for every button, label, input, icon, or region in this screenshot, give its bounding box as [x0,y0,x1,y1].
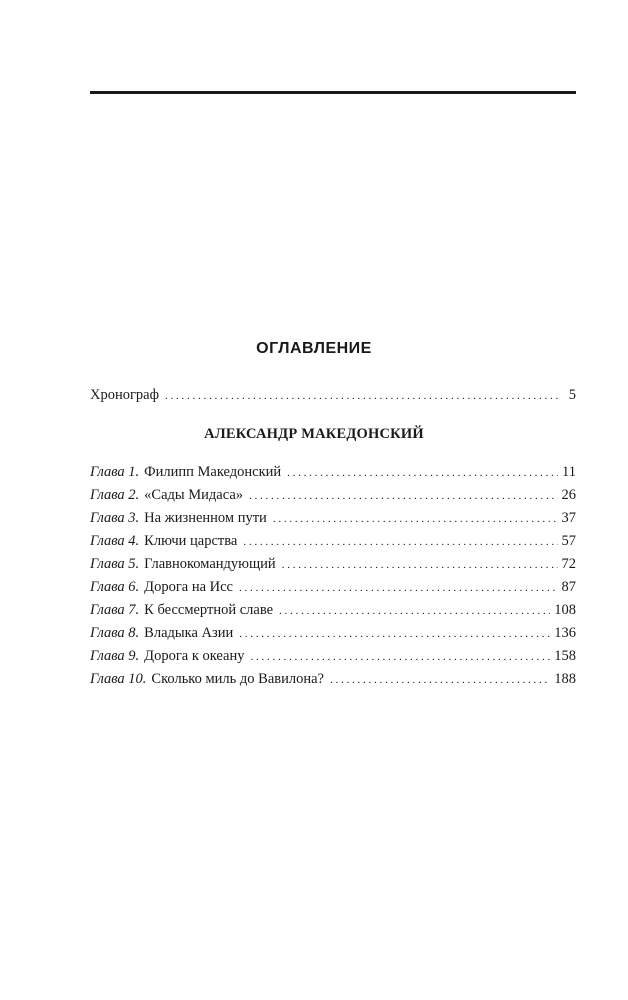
page-number: 136 [554,625,576,641]
toc-heading: ОГЛАВЛЕНИЕ [256,340,372,357]
dot-leader [239,577,558,598]
dot-leader [287,462,558,483]
dot-leader [273,508,558,529]
entry-title: Дорога к океану [144,648,245,664]
toc-entry-preface[interactable] [90,385,576,406]
dot-leader [282,554,558,575]
dot-leader [330,669,550,690]
dot-leader [249,485,557,506]
entry-title: Владыка Азии [144,625,234,641]
section-heading: АЛЕКСАНДР МАКЕДОНСКИЙ [204,426,424,442]
entry-title: Дорога на Исс [144,579,233,595]
chapter-label: Глава 3. [90,510,140,526]
toc-entry-chapter-2[interactable] [90,485,576,506]
chapter-label: Глава 9. [90,648,140,664]
chapter-label: Глава 4. [90,533,140,549]
toc-entry-chapter-6[interactable] [90,577,576,598]
toc-entry-chapter-7[interactable] [90,600,576,621]
toc-entry-chapter-3[interactable] [90,508,576,529]
top-rule [90,91,576,94]
entry-title: «Сады Мидаса» [144,487,244,503]
page-number: 158 [554,648,576,664]
dot-leader [250,646,550,667]
toc-entry-chapter-4[interactable] [90,531,576,552]
entry-title: Ключи царства [144,533,238,549]
dot-leader [243,531,557,552]
toc-entry-chapter-5[interactable] [90,554,576,575]
page-number: 188 [554,671,576,687]
entry-title: Филипп Македонский [144,464,282,480]
chapter-label: Глава 10. [90,671,147,687]
chapter-label: Глава 5. [90,556,140,572]
entry-title: Главнокомандующий [144,556,276,572]
toc-entry-chapter-8[interactable] [90,623,576,644]
page-number: 72 [561,556,576,572]
toc-entry-chapter-1[interactable] [90,462,576,483]
chapter-label: Глава 7. [90,602,140,618]
page-number: 5 [568,387,576,403]
page-number: 57 [561,533,576,549]
toc-entry-chapter-9[interactable] [90,646,576,667]
page-number: 87 [561,579,576,595]
entry-title: На жизненном пути [144,510,267,526]
dot-leader [279,600,550,621]
entry-title: К бессмертной славе [144,602,274,618]
page-number: 11 [562,464,576,480]
chapter-label: Глава 2. [90,487,140,503]
chapter-label: Глава 1. [90,464,140,480]
chapter-label: Глава 8. [90,625,140,641]
toc-entry-chapter-10[interactable] [90,669,576,690]
page-number: 26 [561,487,576,503]
dot-leader [165,385,560,406]
entry-title: Хронограф [90,387,160,403]
entry-title: Сколько миль до Вавилона? [151,671,324,687]
dot-leader [239,623,550,644]
page-number: 108 [554,602,576,618]
page-number: 37 [561,510,576,526]
chapter-label: Глава 6. [90,579,140,595]
